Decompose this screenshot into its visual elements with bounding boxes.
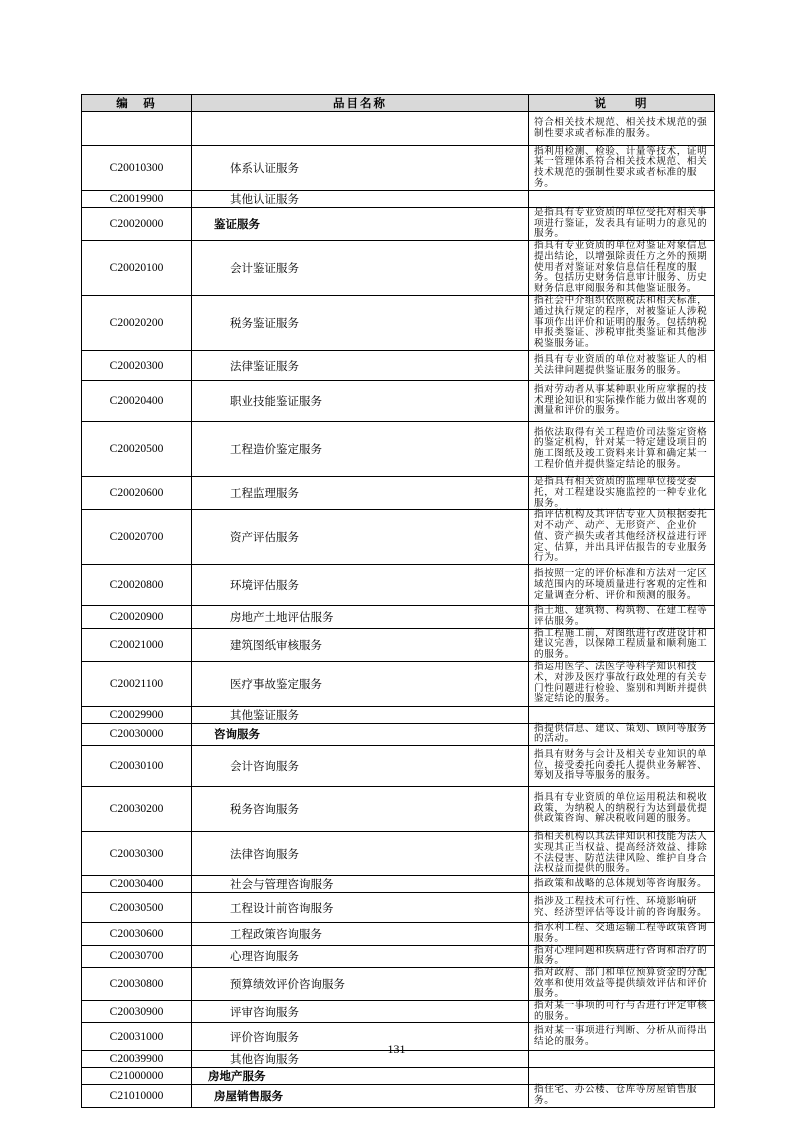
item-description: 指对劳动者从事某种职业所应掌握的技术理论知识和实际操作能力做出客观的测量和评价的服务。	[529, 381, 715, 422]
item-code: C20020600	[82, 477, 192, 510]
item-name: 心理咨询服务	[192, 945, 529, 967]
table-row	[82, 208, 715, 241]
table-row	[82, 628, 715, 661]
table-row	[82, 1085, 715, 1107]
item-name: 税务鉴证服务	[192, 296, 529, 351]
item-description: 是指具有相关资质的监理单位接受委托，对工程建设实施监控的一种专业化服务。	[529, 477, 715, 510]
header-name: 品目名称	[192, 95, 529, 112]
header-code: 编 码	[82, 95, 192, 112]
item-description: 指政策和战略的总体规划等咨询服务。	[529, 876, 715, 893]
table-row	[82, 565, 715, 606]
item-name: 法律咨询服务	[192, 832, 529, 876]
table-row	[82, 723, 715, 745]
item-code: C20019900	[82, 191, 192, 208]
item-description: 指土地、建筑物、构筑物、在建工程等评估服务。	[529, 606, 715, 628]
table-body	[82, 112, 715, 1108]
item-description: 指对某一事项的可行与否进行评定审核的服务。	[529, 1001, 715, 1023]
item-code: C20021100	[82, 661, 192, 706]
table-row	[82, 746, 715, 787]
item-description: 是指具有专业资质的单位受托对相关事项进行鉴证，发表具有证明力的意见的服务。	[529, 208, 715, 241]
item-name: 建筑图纸审核服务	[192, 628, 529, 661]
table-row	[82, 191, 715, 208]
item-description: 指按照一定的评价标准和方法对一定区域范围内的环境质量进行客观的定性和定量调查分析、评价和预测的服务。	[529, 565, 715, 606]
item-name: 鉴证服务	[192, 208, 529, 241]
item-description: 指涉及工程技术可行性、环境影响研究、经济型评估等设计前的咨询服务。	[529, 893, 715, 923]
item-description: 指相关机构以其法律知识和技能为法人实现其正当权益、提高经济效益、排除不法侵害、防范法律风险、维护自身合法权益而提供的服务。	[529, 832, 715, 876]
table-row	[82, 510, 715, 565]
item-name: 其他咨询服务	[192, 1051, 529, 1068]
table-row	[82, 787, 715, 832]
table-row	[82, 477, 715, 510]
table-row	[82, 706, 715, 723]
item-name: 环境评估服务	[192, 565, 529, 606]
table-row	[82, 241, 715, 296]
table-row	[82, 146, 715, 191]
table-row	[82, 606, 715, 628]
item-name: 工程政策咨询服务	[192, 923, 529, 945]
item-description: 指具有专业资质的单位运用税法和税收政策，为纳税人的纳税行为达到最优提供政策咨询、解决税收问题的服务。	[529, 787, 715, 832]
item-description: 指提供信息、建议、策划、顾问等服务的活动。	[529, 723, 715, 745]
item-description: 指水利工程、交通运输工程等政策咨询服务。	[529, 923, 715, 945]
item-name: 评价咨询服务	[192, 1023, 529, 1051]
item-name: 工程监理服务	[192, 477, 529, 510]
item-description: 指工程施工前，对图纸进行改进设计和建议完善，以保障工程质量和顺利施工的服务。	[529, 628, 715, 661]
item-code: C20020200	[82, 296, 192, 351]
item-description	[529, 706, 715, 723]
catalog-page	[81, 94, 714, 1108]
table-row	[82, 967, 715, 1000]
item-code: C20030900	[82, 1001, 192, 1023]
table-row	[82, 351, 715, 381]
item-name: 预算绩效评价咨询服务	[192, 967, 529, 1000]
item-code: C20030600	[82, 923, 192, 945]
item-name: 职业技能鉴证服务	[192, 381, 529, 422]
table-row	[82, 832, 715, 876]
item-description: 指对某一事项进行判断、分析从而得出结论的服务。	[529, 1023, 715, 1051]
item-name: 资产评估服务	[192, 510, 529, 565]
item-name: 房地产服务	[192, 1068, 529, 1085]
item-name: 房地产土地评估服务	[192, 606, 529, 628]
item-code: C20030700	[82, 945, 192, 967]
item-code: C20021000	[82, 628, 192, 661]
item-description: 符合相关技术规范、相关技术规范的强制性要求或者标准的服务。	[529, 112, 715, 146]
table-row	[82, 381, 715, 422]
item-code: C20030500	[82, 893, 192, 923]
table-row	[82, 945, 715, 967]
item-name: 体系认证服务	[192, 146, 529, 191]
item-name: 其他鉴证服务	[192, 706, 529, 723]
item-description	[529, 191, 715, 208]
item-description: 指社会中介组织依照税法和相关标准，通过执行规定的程序，对被鉴证人涉税事项作出评价和证明的服务。包括纳税申报类鉴证、涉税审批类鉴证和其他涉税鉴服务证。	[529, 296, 715, 351]
item-code: C20030200	[82, 787, 192, 832]
item-name: 医疗事故鉴定服务	[192, 661, 529, 706]
item-code: C20030400	[82, 876, 192, 893]
item-description: 指具有专业资质的单位对鉴证对象信息提出结论，以增强除责任方之外的预期使用者对鉴证对象信息信任程度的服务。包括历史财务信息审计服务、历史财务信息审阅服务和其他鉴证服务。	[529, 241, 715, 296]
item-description: 指依法取得有关工程造价司法鉴定资格的鉴定机构，针对某一特定建设项目的施工图纸及竣工资料来计算和确定某一工程价值并提供鉴定结论的服务。	[529, 422, 715, 477]
table-row	[82, 422, 715, 477]
item-code: C20020700	[82, 510, 192, 565]
item-code: C20020300	[82, 351, 192, 381]
item-code: C20030100	[82, 746, 192, 787]
item-description: 指运用医学、法医学等科学知识和技术，对涉及医疗事故行政处理的有关专门性问题进行检验、鉴别和判断并提供鉴定结论的服务。	[529, 661, 715, 706]
item-code: C20031000	[82, 1023, 192, 1051]
item-code: C20039900	[82, 1051, 192, 1068]
item-code: C20020500	[82, 422, 192, 477]
item-name: 会计咨询服务	[192, 746, 529, 787]
item-name: 社会与管理咨询服务	[192, 876, 529, 893]
table-row	[82, 112, 715, 146]
item-code: C20030300	[82, 832, 192, 876]
item-code: C20020000	[82, 208, 192, 241]
table-row	[82, 296, 715, 351]
item-description: 指具有财务与会计及相关专业知识的单位，接受委托向委托人提供业务解答、筹划及指导等服务的服务。	[529, 746, 715, 787]
item-code: C20010300	[82, 146, 192, 191]
header-desc: 说 明	[529, 95, 715, 112]
item-description: 指对政府、部门和单位预算资金的分配效率和使用效益等提供绩效评估和评价服务。	[529, 967, 715, 1000]
page-number: 131	[387, 1042, 406, 1056]
item-name: 工程设计前咨询服务	[192, 893, 529, 923]
item-name: 房屋销售服务	[192, 1085, 529, 1107]
item-code: C21010000	[82, 1085, 192, 1107]
item-name: 评审咨询服务	[192, 1001, 529, 1023]
catalog-table	[81, 94, 715, 1108]
item-code: C20020900	[82, 606, 192, 628]
item-description: 指对心理问题和疾病进行咨询和治疗的服务。	[529, 945, 715, 967]
item-description: 指评估机构及其评估专业人员根据委托对不动产、动产、无形资产、企业价值、资产损失或者其他经济权益进行评定、估算，并出具评估报告的专业服务行为。	[529, 510, 715, 565]
table-row	[82, 661, 715, 706]
table-row	[82, 1001, 715, 1023]
item-code: C21000000	[82, 1068, 192, 1085]
item-code: C20020400	[82, 381, 192, 422]
table-row	[82, 893, 715, 923]
item-description: 指具有专业资质的单位对被鉴证人的相关法律问题提供鉴证服务的服务。	[529, 351, 715, 381]
item-name: 咨询服务	[192, 723, 529, 745]
table-row	[82, 876, 715, 893]
item-code: C20030000	[82, 723, 192, 745]
item-name	[192, 112, 529, 146]
item-description	[529, 1068, 715, 1085]
item-code: C20020100	[82, 241, 192, 296]
item-description: 指住宅、办公楼、仓库等房屋销售服务。	[529, 1085, 715, 1107]
item-name: 工程造价鉴定服务	[192, 422, 529, 477]
item-name: 法律鉴证服务	[192, 351, 529, 381]
table-header-row	[82, 95, 715, 112]
item-code: C20030800	[82, 967, 192, 1000]
table-row	[82, 923, 715, 945]
item-description: 指利用检测、检验、计量等技术，证明某一管理体系符合相关技术规范、相关技术规范的强制性要求或者标准的服务。	[529, 146, 715, 191]
item-code: C20029900	[82, 706, 192, 723]
item-code	[82, 112, 192, 146]
table-row	[82, 1068, 715, 1085]
item-name: 会计鉴证服务	[192, 241, 529, 296]
item-name: 其他认证服务	[192, 191, 529, 208]
item-code: C20020800	[82, 565, 192, 606]
item-name: 税务咨询服务	[192, 787, 529, 832]
